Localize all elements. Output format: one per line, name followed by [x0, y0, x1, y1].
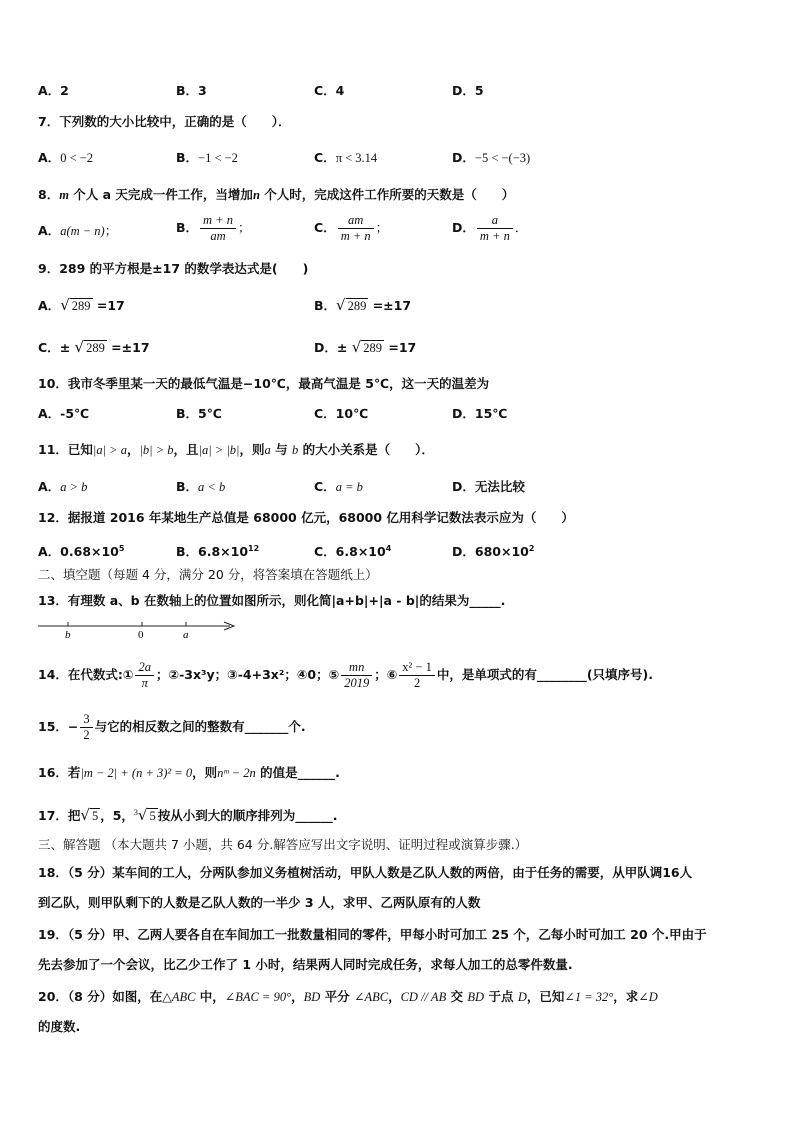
- q7-option-b: B．−1 < −2: [176, 150, 238, 165]
- q8-stem: 8．m 个人 a 天完成一件工作，当增加n 个人时，完成这件工作所要的天数是（ ）: [38, 187, 515, 202]
- q9-option-b: B．√ 289 =±17: [314, 296, 412, 314]
- q10-stem: 10．我市冬季里某一天的最低气温是−10℃，最高气温是 5℃，这一天的温差为: [38, 376, 490, 391]
- q11-stem: 11．已知|a| > a，|b| > b，且|a| > |b|，则a 与 b 的大小关系是（ ）．: [38, 442, 434, 457]
- q12-option-a: A．$0.68\times 10^5$: [38, 544, 125, 560]
- label-zero: 0: [138, 629, 144, 640]
- q10-option-b: B．5℃: [176, 406, 222, 421]
- q19-line-1: 19．（5 分）甲、乙两人要各自在车间加工一批数量相同的零件，甲每小时可加工 25 个，乙每小时可加工 20 个.甲由于: [38, 927, 707, 942]
- q9-option-d: D．± √ 289 =17: [314, 338, 417, 356]
- q6-option-d: D．5: [452, 83, 484, 98]
- q12-option-c: C．$6.8\times 10^4$: [314, 544, 392, 560]
- sqrt-sign: √ 289: [351, 338, 383, 356]
- number-line-figure: [36, 616, 242, 640]
- q20-line-2: 的度数.: [38, 1019, 81, 1034]
- q14-fraction-6: $\frac{\text{x² − 1}}{2}$: [399, 660, 435, 691]
- q12-option-d: D．$680\times 10^2$: [452, 544, 535, 560]
- q8-option-c: C． $\frac{am}{m + n}$ ；: [314, 213, 389, 243]
- q16-stem: 16．若|m − 2| + (n + 3)² = 0，则nᵐ − 2n 的值是______.: [38, 765, 340, 780]
- q7-option-a: A．0 < −2: [38, 150, 94, 165]
- sqrt-sign: √ 5: [80, 806, 99, 825]
- q15-fraction: $\frac{3}{2}$: [80, 712, 92, 743]
- q6-option-c: C．4: [314, 83, 345, 98]
- q15-stem: 15．− $\frac{3}{2}$ 与它的相反数之间的整数有_______个.: [38, 712, 306, 742]
- q6-option-b: B．3: [176, 83, 207, 98]
- q18-line-1: 18．（5 分）某车间的工人，分两队参加义务植树活动，甲队人数是乙队人数的两倍，由于任务的需要，从甲队调16人: [38, 865, 693, 880]
- q7-option-d: D．−5 < −(−3): [452, 150, 531, 165]
- q8-option-d: D． $\frac{a}{m + n}$ ．: [452, 213, 528, 243]
- cube-root-sign: √ 5: [137, 806, 156, 825]
- q6-option-a: A．2: [38, 83, 69, 98]
- q8-option-b: B． $\frac{m + n}{am}$ ；: [176, 213, 251, 243]
- q11-option-b: B．a < b: [176, 479, 226, 494]
- q12-option-b: B．$6.8\times 10^{12}$: [176, 544, 260, 560]
- q10-option-c: C．10℃: [314, 406, 369, 421]
- q7-stem: 7．下列数的大小比较中，正确的是（ ）．: [38, 114, 291, 129]
- q8-b-fraction: $\frac{m + n}{am}$: [200, 213, 236, 244]
- q8-option-a: A．a(m − n)；: [38, 223, 118, 238]
- section-3-heading: 三、解答题 （本大题共 7 小题，共 64 分.解答应写出文字说明、证明过程或演算步骤.）: [38, 837, 528, 852]
- q9-stem: 9．289 的平方根是±17 的数学表达式是( ): [38, 261, 309, 276]
- label-b: b: [65, 629, 71, 640]
- q10-option-d: D．15℃: [452, 406, 508, 421]
- sqrt-sign: √ 289: [60, 296, 91, 314]
- q12-stem: 12．据报道 2016 年某地生产总值是 68000 亿元，68000 亿用科学记数法表示应为（ ）: [38, 510, 574, 525]
- label-a: a: [183, 629, 189, 640]
- q14-fraction-5: $\frac{mn}{2019}$: [341, 660, 372, 691]
- q14-stem: 14．在代数式:① $\frac{2a}{\pi}$ ；②-3x³y；③-4+3x²；④0；⑤ $\frac{mn}{2019}$ ；⑥ $\frac{\text{x² − 1}}{2}$ 中，是单项式的有________(只填序号).: [38, 660, 654, 690]
- q11-option-d: D．无法比较: [452, 479, 525, 494]
- q19-line-2: 先去参加了一个会议，比乙少工作了 1 小时，结果两人同时完成任务，求每人加工的总零件数量.: [38, 957, 573, 972]
- q20-line-1: 20．（8 分）如图，在△ABC 中，∠BAC = 90°，BD 平分 ∠ABC，CD // AB 交 BD 于点 D，已知∠1 = 32°，求∠D: [38, 989, 658, 1004]
- q8-c-fraction: $\frac{am}{m + n}$: [338, 213, 374, 244]
- q18-line-2: 到乙队，则甲队剩下的人数是乙队人数的一半少 3 人，求甲、乙两队原有的人数: [38, 895, 481, 910]
- q11-option-a: A．a > b: [38, 479, 88, 494]
- q10-option-a: A．-5℃: [38, 406, 90, 421]
- section-2-heading: 二、填空题（每题 4 分，满分 20 分，将答案填在答题纸上）: [38, 567, 378, 582]
- q8-d-fraction: $\frac{a}{m + n}$: [477, 213, 513, 244]
- q17-stem: 17．把√ 5 ，5，$^3$√ 5 按从小到大的顺序排列为______.: [38, 806, 338, 825]
- q14-fraction-1: $\frac{2a}{\pi}$: [135, 660, 154, 691]
- q9-option-c: C．± √ 289 =±17: [38, 338, 150, 356]
- q13-stem: 13．有理数 a、b 在数轴上的位置如图所示，则化简|a+b|+|a - b|的结果为_____.: [38, 593, 506, 608]
- q9-option-a: A．√ 289 =17: [38, 296, 125, 314]
- q7-option-c: C．π < 3.14: [314, 150, 378, 165]
- sqrt-sign: √ 289: [336, 296, 367, 314]
- q11-option-c: C．a = b: [314, 479, 363, 494]
- sqrt-sign: √ 289: [74, 338, 105, 356]
